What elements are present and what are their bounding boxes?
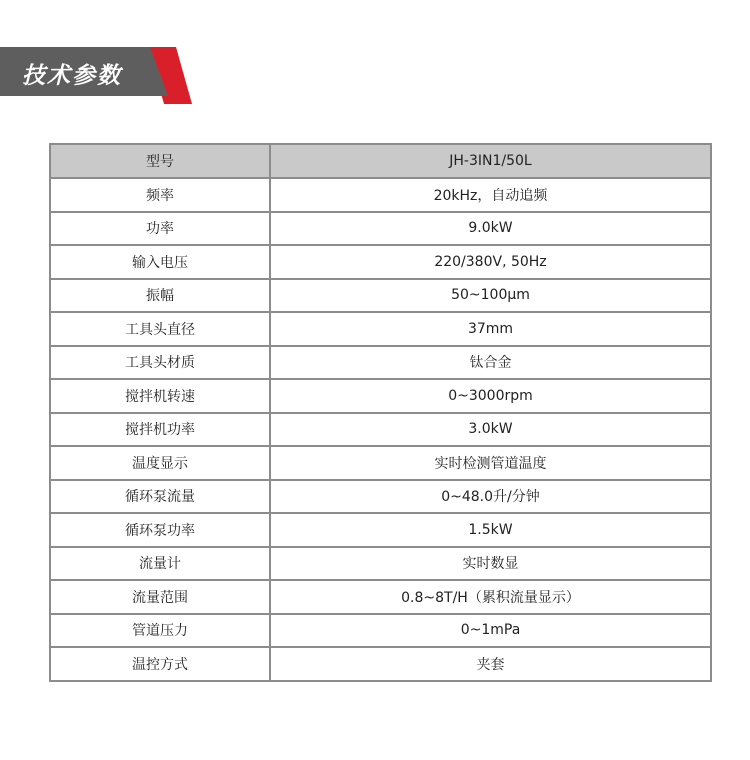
spec-label: 循环泵流量 bbox=[50, 480, 270, 514]
spec-value: 钛合金 bbox=[270, 346, 711, 380]
table-row bbox=[50, 279, 711, 313]
spec-value: 0.8~8T/H（累积流量显示） bbox=[270, 580, 711, 614]
table-row bbox=[50, 245, 711, 279]
header-label: 型号 bbox=[50, 144, 270, 178]
table-row bbox=[50, 614, 711, 648]
spec-value: 夹套 bbox=[270, 647, 711, 681]
table-row bbox=[50, 513, 711, 547]
header-value: JH-3IN1/50L bbox=[270, 144, 711, 178]
spec-value: 1.5kW bbox=[270, 513, 711, 547]
table-row bbox=[50, 379, 711, 413]
spec-label: 搅拌机转速 bbox=[50, 379, 270, 413]
table-row bbox=[50, 647, 711, 681]
table-row bbox=[50, 178, 711, 212]
spec-value: 实时数显 bbox=[270, 547, 711, 581]
table-row bbox=[50, 312, 711, 346]
spec-label: 管道压力 bbox=[50, 614, 270, 648]
table-row bbox=[50, 346, 711, 380]
spec-value: 220/380V, 50Hz bbox=[270, 245, 711, 279]
spec-label: 工具头材质 bbox=[50, 346, 270, 380]
spec-label: 输入电压 bbox=[50, 245, 270, 279]
table-row bbox=[50, 446, 711, 480]
table-row bbox=[50, 580, 711, 614]
table-row bbox=[50, 547, 711, 581]
spec-value: 0~48.0升/分钟 bbox=[270, 480, 711, 514]
spec-label: 温控方式 bbox=[50, 647, 270, 681]
spec-value: 3.0kW bbox=[270, 413, 711, 447]
section-title: 技术参数 bbox=[22, 63, 122, 89]
spec-value: 0~1mPa bbox=[270, 614, 711, 648]
spec-label: 流量范围 bbox=[50, 580, 270, 614]
table-header-row bbox=[50, 144, 711, 178]
table-row bbox=[50, 212, 711, 246]
spec-table bbox=[49, 143, 712, 682]
spec-value: 实时检测管道温度 bbox=[270, 446, 711, 480]
table-row bbox=[50, 480, 711, 514]
table-row bbox=[50, 413, 711, 447]
spec-value: 20kHz，自动追频 bbox=[270, 178, 711, 212]
spec-label: 搅拌机功率 bbox=[50, 413, 270, 447]
spec-value: 37mm bbox=[270, 312, 711, 346]
spec-label: 功率 bbox=[50, 212, 270, 246]
spec-label: 流量计 bbox=[50, 547, 270, 581]
spec-label: 振幅 bbox=[50, 279, 270, 313]
spec-label: 频率 bbox=[50, 178, 270, 212]
spec-label: 温度显示 bbox=[50, 446, 270, 480]
spec-value: 50~100μm bbox=[270, 279, 711, 313]
spec-value: 0~3000rpm bbox=[270, 379, 711, 413]
section-banner bbox=[0, 44, 200, 108]
spec-label: 循环泵功率 bbox=[50, 513, 270, 547]
spec-value: 9.0kW bbox=[270, 212, 711, 246]
spec-label: 工具头直径 bbox=[50, 312, 270, 346]
